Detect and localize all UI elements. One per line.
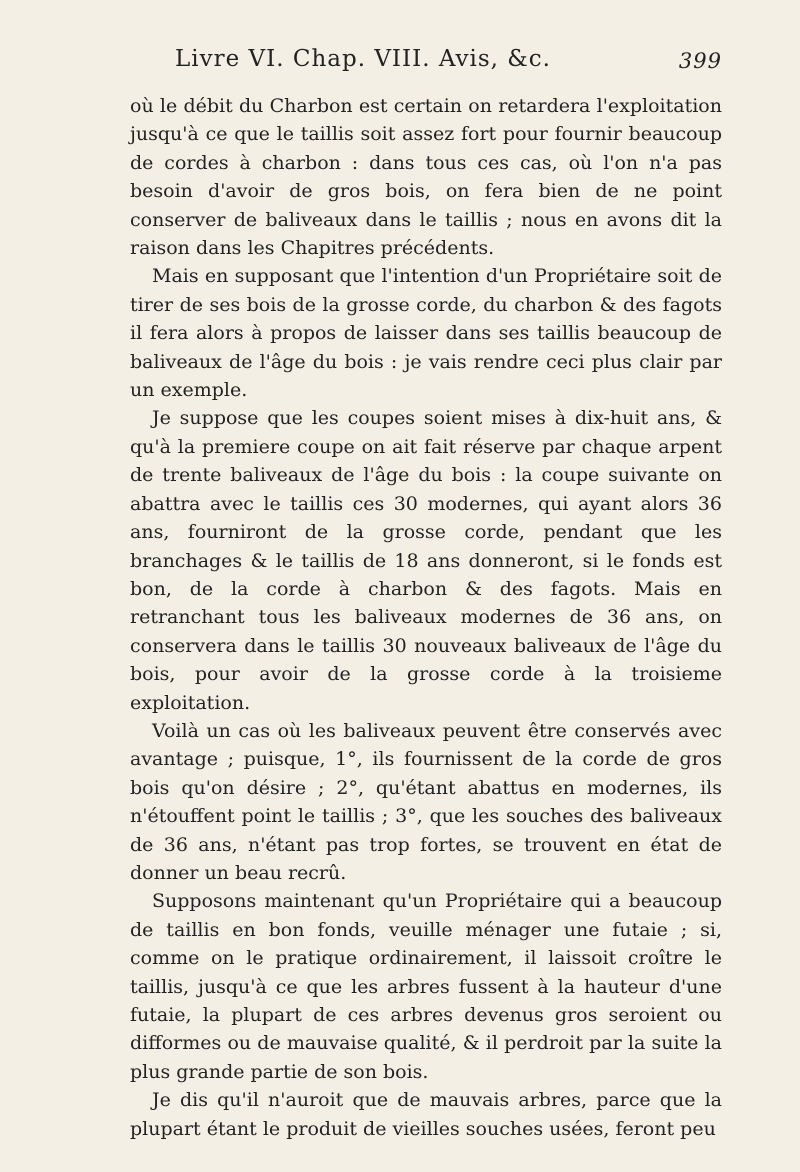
running-title: Livre VI. Chap. VIII. Avis, &c. <box>175 46 551 72</box>
paragraph: Je suppose que les coupes soient mises à dix-huit ans, & qu'à la premiere coupe on ait fait réserve par chaque arpent de trente baliveaux de l'âge du bois : la coupe suivante on abattra avec le taillis ces 30 modernes, qui ayant alors 36 ans, fourniront de la grosse corde, pendant que les branchages & le taillis de 18 ans donneront, si le fonds est bon, de la corde à charbon & des fagots. Mais en retranchant tous les baliveaux modernes de 36 ans, on conservera dans le taillis 30 nouveaux baliveaux de l'âge du bois, pour avoir de la grosse corde à la troisieme exploitation. <box>130 407 722 714</box>
paragraph: Voilà un cas où les baliveaux peuvent être conservés avec avantage ; puisque, 1°, ils fournissent de la corde de gros bois qu'on désire ; 2°, qu'étant abattus en modernes, ils n'étouffent point le taillis ; 3°, que les souches des baliveaux de 36 ans, n'étant pas trop fortes, se trouvent en état de donner un beau recrû. <box>130 719 722 884</box>
paragraph: Mais en supposant que l'intention d'un Propriétaire soit de tirer de ses bois de la grosse corde, du charbon & des fagots il fera alors à propos de laisser dans ses taillis beaucoup de baliveaux de l'âge du bois : je vais rendre ceci plus clair par un exemple. <box>130 265 722 402</box>
body-text <box>130 92 722 1143</box>
paragraph: Je dis qu'il n'auroit que de mauvais arbres, parce que la plupart étant le produit de vieilles souches usées, feront peu <box>130 1089 722 1140</box>
paragraph: où le débit du Charbon est certain on retardera l'exploitation jusqu'à ce que le taillis soit assez fort pour fournir beaucoup de cordes à charbon : dans tous ces cas, où l'on n'a pas besoin d'avoir de gros bois, on fera bien de ne point conserver de baliveaux dans le taillis ; nous en avons dit la raison dans les Chapitres précédents. <box>130 95 722 260</box>
page-number: 399 <box>678 49 722 73</box>
paragraph: Supposons maintenant qu'un Propriétaire qui a beaucoup de taillis en bon fonds, veuille ménager une futaie ; si, comme on le pratique ordinairement, il laissoit croître le taillis, jusqu'à ce que les arbres fussent à la hauteur d'une futaie, la plupart de ces arbres devenus gros seroient ou difformes ou de mauvaise qualité, & il perdroit par la suite la plus grande partie de son bois. <box>130 890 722 1083</box>
running-header <box>130 46 722 92</box>
